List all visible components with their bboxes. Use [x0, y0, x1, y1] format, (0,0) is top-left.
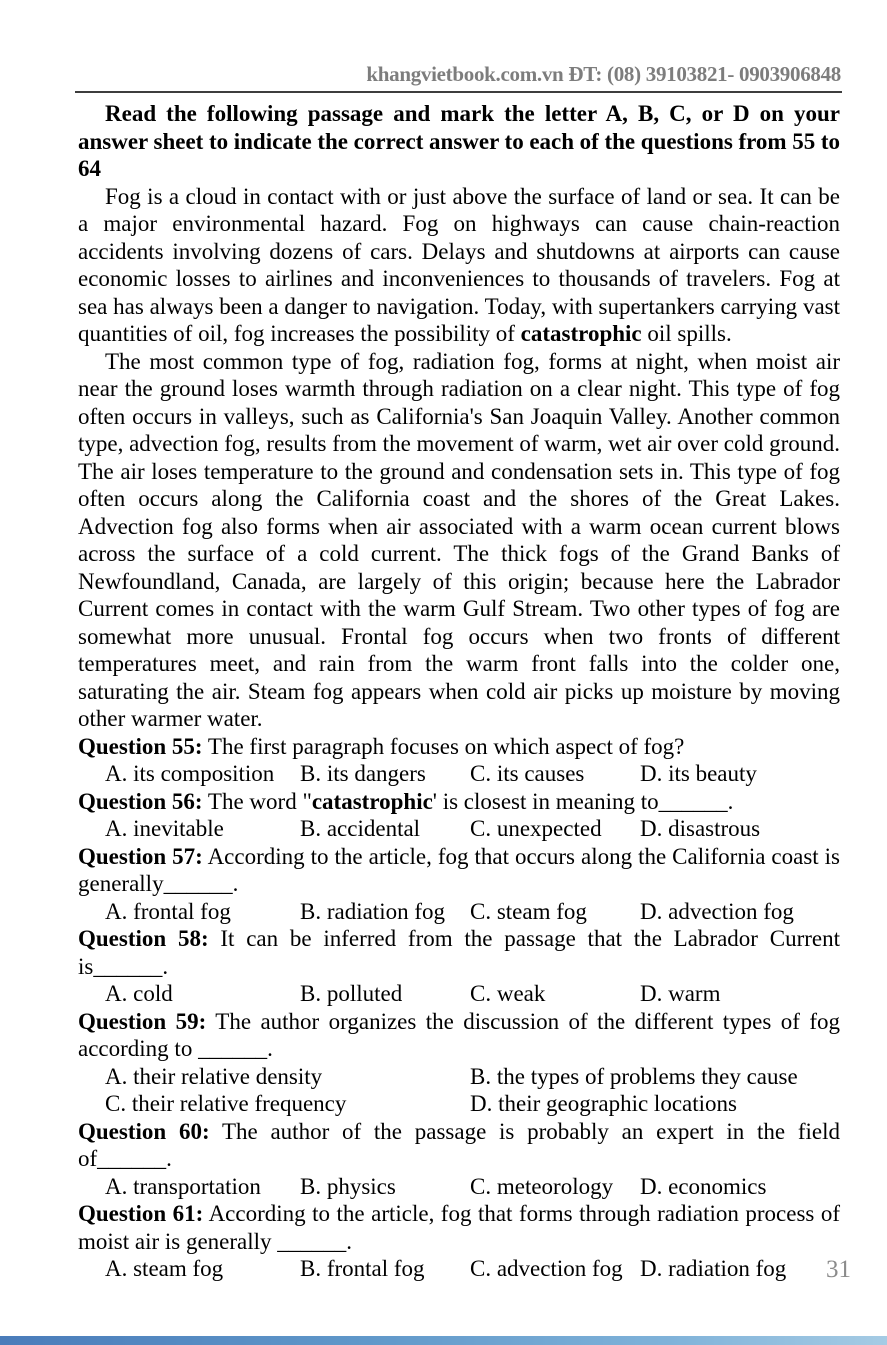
question-57-options [78, 898, 840, 926]
option-55-a: A. its composition [105, 761, 275, 786]
option-56-a: A. inevitable [105, 816, 224, 841]
section-instruction: Read the following passage and mark the letter A, B, C, or D on your answer sheet to indicate the correct answer to each of the questions from 55 to 64 [78, 101, 840, 181]
question-59-text: The author organizes the discussion of the different types of fog according to ______. [78, 1008, 840, 1061]
question-56-text-after: ' is closest in meaning to______. [432, 788, 734, 814]
option-60-b: B. physics [300, 1173, 396, 1199]
option-61-b: B. frontal fog [300, 1256, 425, 1281]
option-55-d: D. its beauty [640, 761, 757, 786]
option-55-c: C. its causes [470, 761, 585, 786]
question-56-text: The word " [202, 788, 312, 814]
option-58-d: D. warm [640, 981, 721, 1006]
question-56-options [78, 815, 840, 843]
option-56-b: B. accidental [300, 816, 421, 841]
passage-p1-text-after: oil spills. [641, 321, 732, 346]
option-56-d: D. disastrous [640, 816, 761, 841]
page-content [0, 93, 887, 1283]
option-57-c: C. steam fog [470, 898, 587, 924]
option-57-d: D. advection fog [640, 898, 794, 924]
question-55 [78, 733, 840, 761]
passage-p1-text: Fog is a cloud in contact with or just above the surface of land or sea. It can be a major environmental hazard. Fog on highways can cause chain-reaction accidents involving dozens of cars. Delays and shutdowns at airports can cause economic losses to airlines and inconveniences to thousands of travelers. Fog at sea has always been a danger to navigation. Today, with supertankers carrying vast quantities of oil, fog increases the possibility of [78, 183, 840, 346]
question-59 [78, 1008, 840, 1063]
question-60-options [78, 1173, 840, 1201]
passage-paragraph-1 [78, 183, 840, 348]
question-59-options [78, 1063, 840, 1118]
question-59-label: Question 59: [78, 1008, 207, 1034]
question-61-text: According to the article, fog that forms through radiation process of moist air is generally ______. [78, 1201, 840, 1254]
question-57 [78, 843, 840, 898]
question-58-label: Question 58: [78, 926, 209, 951]
option-59-d: D. their geographic locations [470, 1091, 737, 1116]
question-61-options [78, 1255, 840, 1283]
question-60-text: The author of the passage is probably an expert in the field of______. [78, 1118, 841, 1171]
page-header [0, 0, 887, 87]
option-61-c: C. advection fog [470, 1256, 623, 1281]
option-57-b: B. radiation fog [300, 898, 445, 924]
question-57-label: Question 57: [78, 843, 203, 869]
question-61 [78, 1200, 840, 1255]
footer-accent-bar [0, 1336, 887, 1345]
question-58-options [78, 980, 840, 1008]
question-60-label: Question 60: [78, 1118, 210, 1144]
question-57-text: According to the article, fog that occurs along the California coast is generally______. [78, 843, 841, 896]
option-56-c: C. unexpected [470, 816, 602, 841]
question-60 [78, 1118, 840, 1173]
question-58 [78, 925, 840, 980]
option-59-c: C. their relative frequency [105, 1091, 347, 1116]
option-57-a: A. frontal fog [105, 898, 231, 924]
question-55-label: Question 55: [78, 733, 203, 759]
passage-paragraph-2: The most common type of fog, radiation fog, forms at night, when moist air near the ground loses warmth through radiation on a clear night. This type of fog often occurs in valleys, such as California's San Joaquin Valley. Another common type, advection fog, results from the movement of warm, wet air over cold ground. The air loses temperature to the ground and condensation sets in. This type of fog often occurs along the California coast and the shores of the Great Lakes. Advection fog also forms when air associated with a warm ocean current blows across the surface of a cold current. The thick fogs of the Grand Banks of Newfoundland, Canada, are largely of this origin; because here the Labrador Current comes in contact with the warm Gulf Stream. Two other types of fog are somewhat more unusual. Frontal fog occurs when two fronts of different temperatures meet, and rain from the warm front falls into the colder one, saturating the air. Steam fog appears when cold air picks up moisture by moving other warmer water. [78, 348, 840, 731]
option-61-d: D. radiation fog [640, 1256, 787, 1281]
question-58-text: It can be inferred from the passage that the Labrador Current is______. [78, 926, 840, 979]
option-60-d: D. economics [640, 1173, 767, 1199]
option-60-a: A. transportation [105, 1173, 261, 1199]
option-58-a: A. cold [105, 981, 173, 1006]
publisher-contact-info: khangvietbook.com.vn ĐT: (08) 39103821- 0903906848 [366, 62, 841, 86]
option-60-c: C. meteorology [470, 1173, 614, 1199]
option-55-b: B. its dangers [300, 761, 426, 786]
question-55-text: The first paragraph focuses on which aspect of fog? [202, 733, 685, 759]
option-59-b: B. the types of problems they cause [470, 1063, 798, 1089]
question-56 [78, 788, 840, 816]
option-59-a: A. their relative density [105, 1063, 323, 1089]
option-61-a: A. steam fog [105, 1256, 224, 1281]
page-number: 31 [826, 1256, 851, 1283]
question-56-label: Question 56: [78, 788, 203, 814]
option-58-c: C. weak [470, 981, 546, 1006]
question-61-label: Question 61: [78, 1201, 204, 1226]
question-55-options [78, 760, 840, 788]
question-56-bold-word: catastrophic [311, 788, 433, 814]
option-58-b: B. polluted [300, 981, 403, 1006]
passage-p1-bold-word: catastrophic [520, 321, 642, 346]
